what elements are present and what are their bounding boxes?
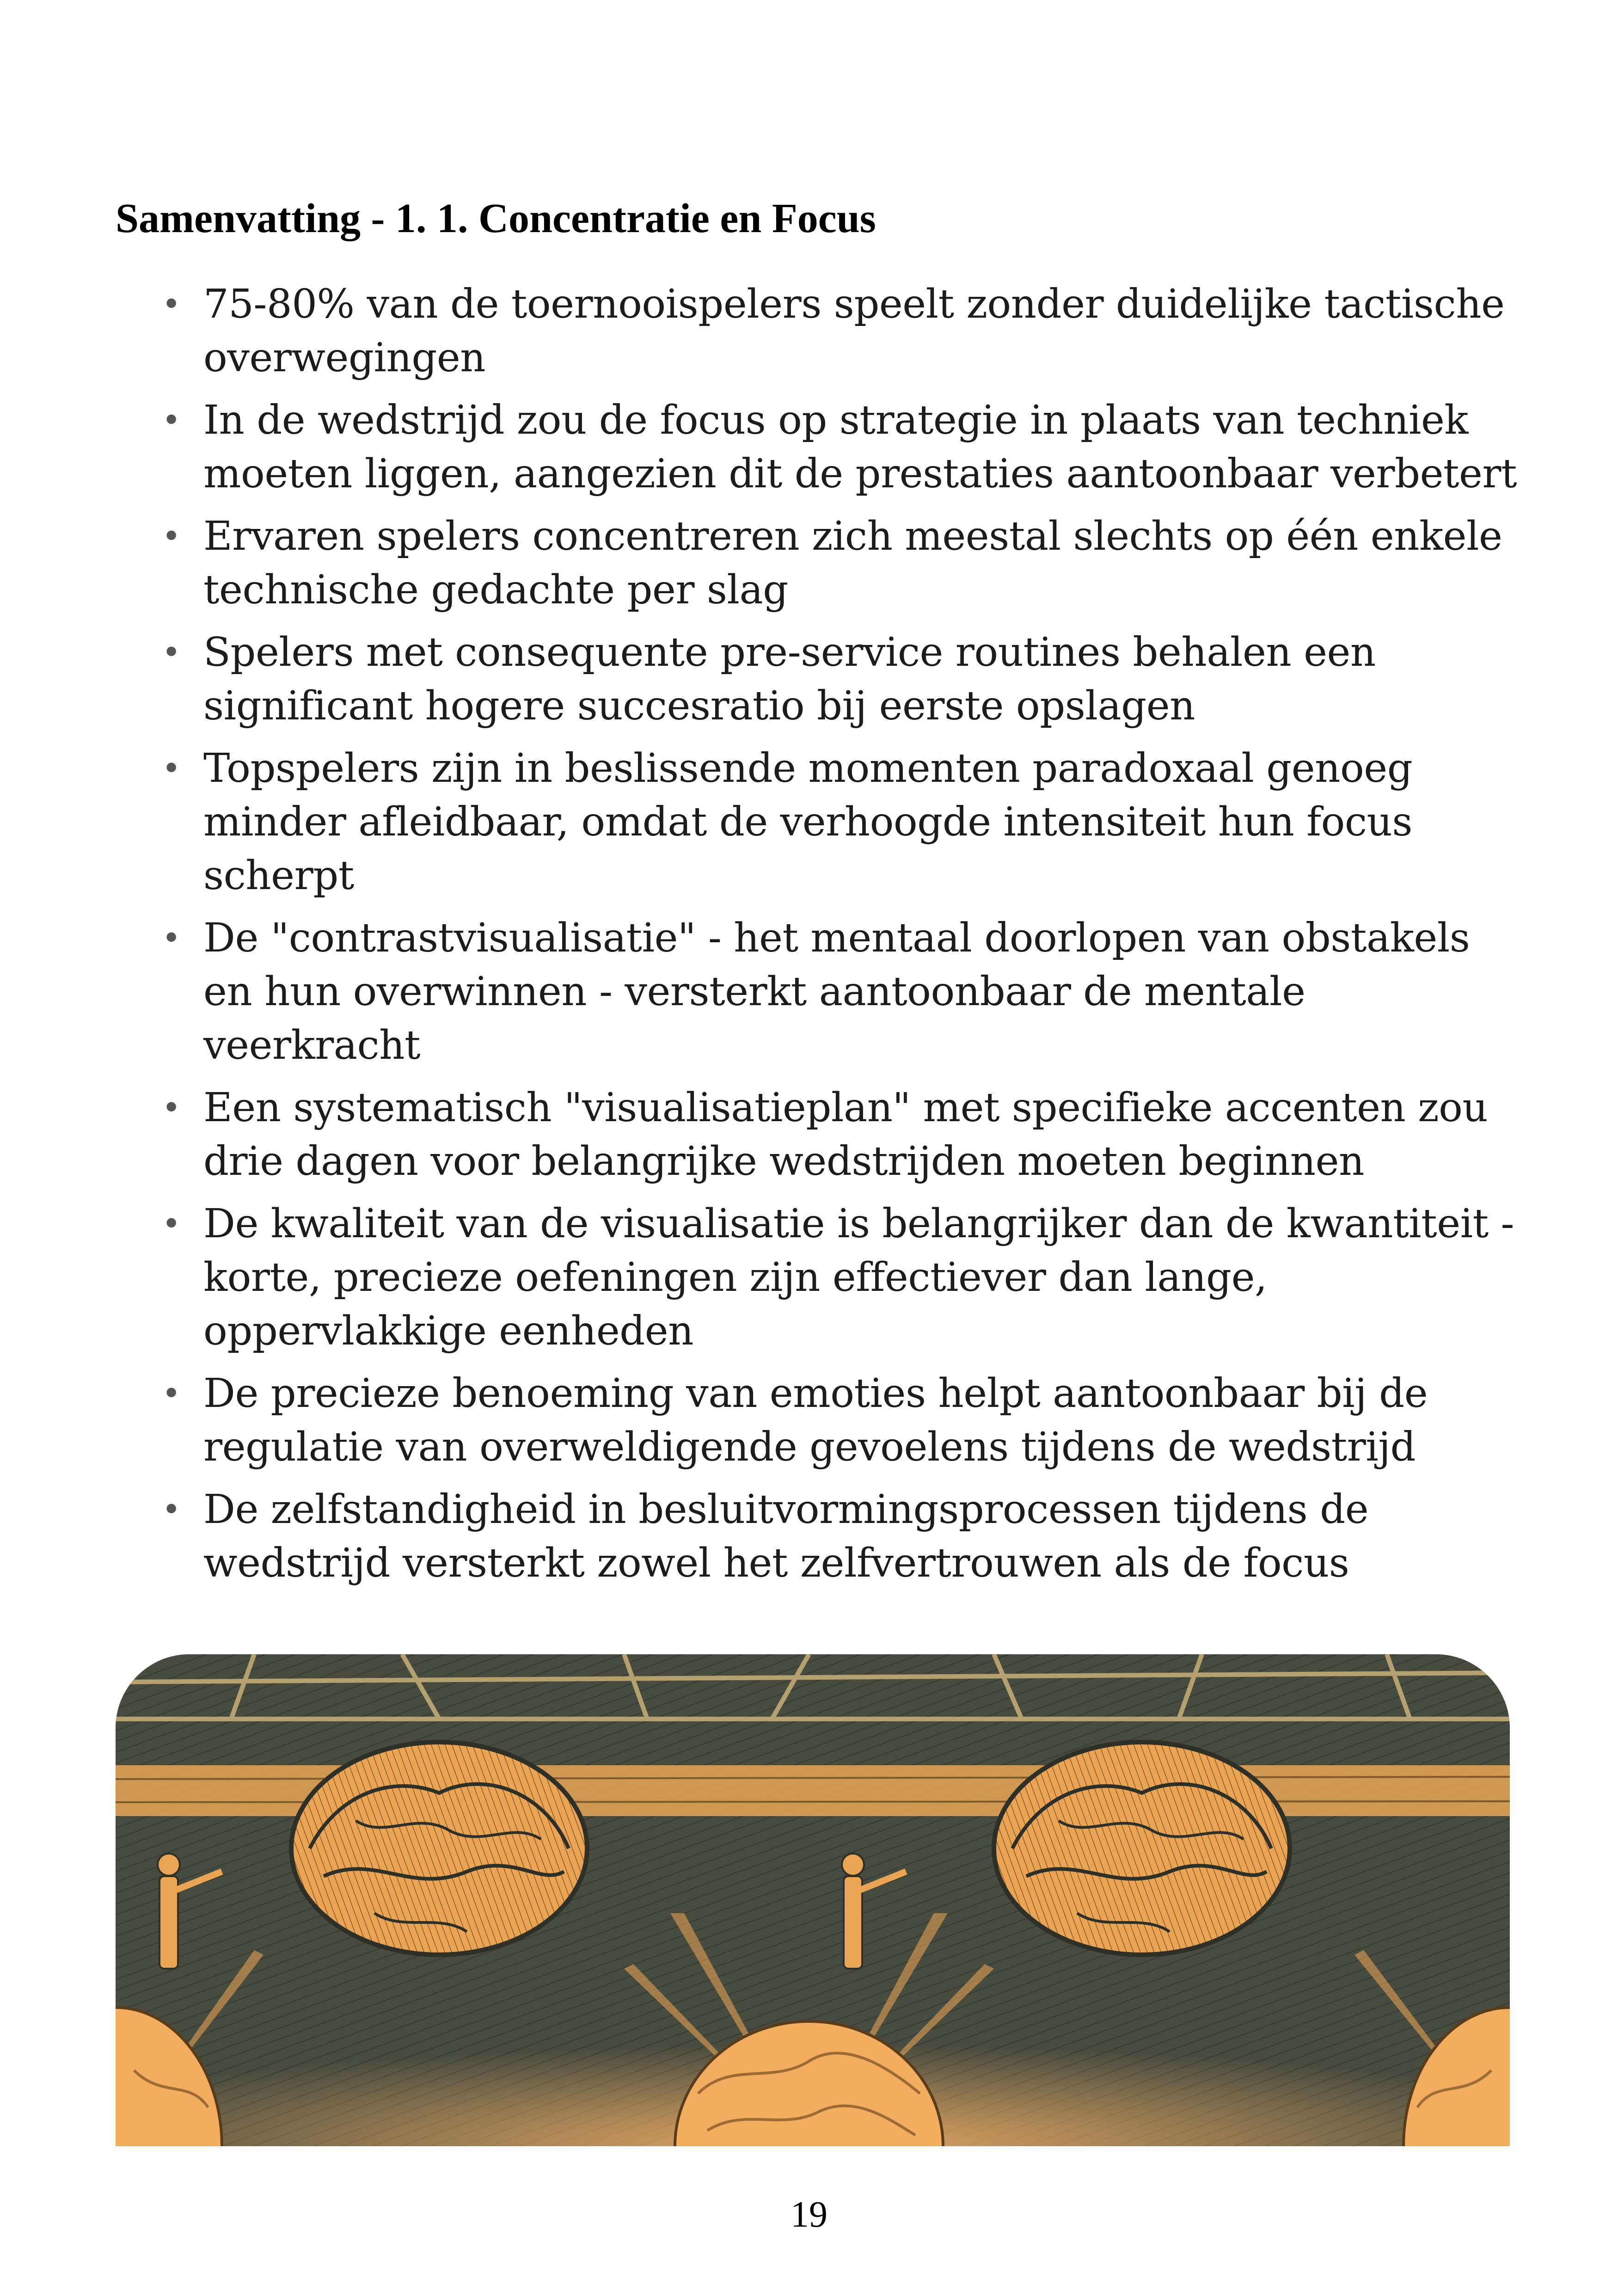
list-item: [116, 1197, 1526, 1358]
list-item-text: De precieze benoeming van emoties helpt aantoonbaar bij de regulatie van overweldigende gevoelens tijdens de wedstrijd: [203, 1370, 1428, 1470]
list-item-text: Spelers met consequente pre-service routines behalen een significant hogere succesratio bij eerste opslagen: [203, 629, 1376, 729]
page-number: 19: [791, 2194, 827, 2235]
list-item-text: In de wedstrijd zou de focus op strategie in plaats van techniek moeten liggen, aangezien dit de prestaties aantoonbaar verbetert: [203, 397, 1517, 497]
brain-right: [994, 1742, 1290, 1955]
list-item-text: Topspelers zijn in beslissende momenten paradoxaal genoeg minder afleidbaar, omdat de verhoogde intensiteit hun focus scherpt: [203, 745, 1413, 899]
list-item: [116, 1081, 1526, 1188]
list-item: [116, 626, 1526, 733]
list-item-text: 75-80% van de toernooispelers speelt zonder duidelijke tactische overwegingen: [203, 281, 1505, 381]
list-item: [116, 277, 1526, 385]
bullet-icon: •: [162, 749, 181, 787]
bullet-icon: •: [162, 1491, 181, 1529]
bullet-icon: •: [162, 633, 181, 671]
list-item: [116, 393, 1526, 501]
list-item-text: De "contrastvisualisatie" - het mentaal doorlopen van obstakels en hun overwinnen - versterkt aantoonbaar de mentale veerkracht: [203, 915, 1470, 1068]
bullet-icon: •: [162, 1375, 181, 1412]
bullet-icon: •: [162, 1205, 181, 1243]
bullet-icon: •: [162, 1089, 181, 1127]
list-item: [116, 1483, 1526, 1590]
brain-illustration: [116, 1654, 1510, 2146]
list-item: [116, 742, 1526, 902]
bullet-icon: •: [162, 919, 181, 957]
list-item: [116, 510, 1526, 617]
list-item-text: De zelfstandigheid in besluitvormingsprocessen tijdens de wedstrijd versterkt zowel het zelfvertrouwen als de focus: [203, 1486, 1369, 1586]
page-heading: Samenvatting - 1. 1. Concentratie en Focus: [116, 196, 876, 241]
illustration-artwork: [116, 1654, 1510, 2146]
list-item-text: Ervaren spelers concentreren zich meestal slechts op één enkele technische gedachte per slag: [203, 513, 1502, 613]
brain-left: [291, 1742, 587, 1955]
bullet-icon: •: [162, 285, 181, 323]
bullet-icon: •: [162, 517, 181, 555]
bullet-icon: •: [162, 401, 181, 439]
list-item: [116, 1367, 1526, 1474]
list-item: [116, 911, 1526, 1072]
list-item-text: De kwaliteit van de visualisatie is belangrijker dan de kwantiteit - korte, precieze oefeningen zijn effectiever dan lange, oppervlakkige eenheden: [203, 1201, 1514, 1354]
list-item-text: Een systematisch "visualisatieplan" met specifieke accenten zou drie dagen voor belangrijke wedstrijden moeten beginnen: [203, 1085, 1488, 1185]
summary-list: [116, 277, 1526, 1599]
